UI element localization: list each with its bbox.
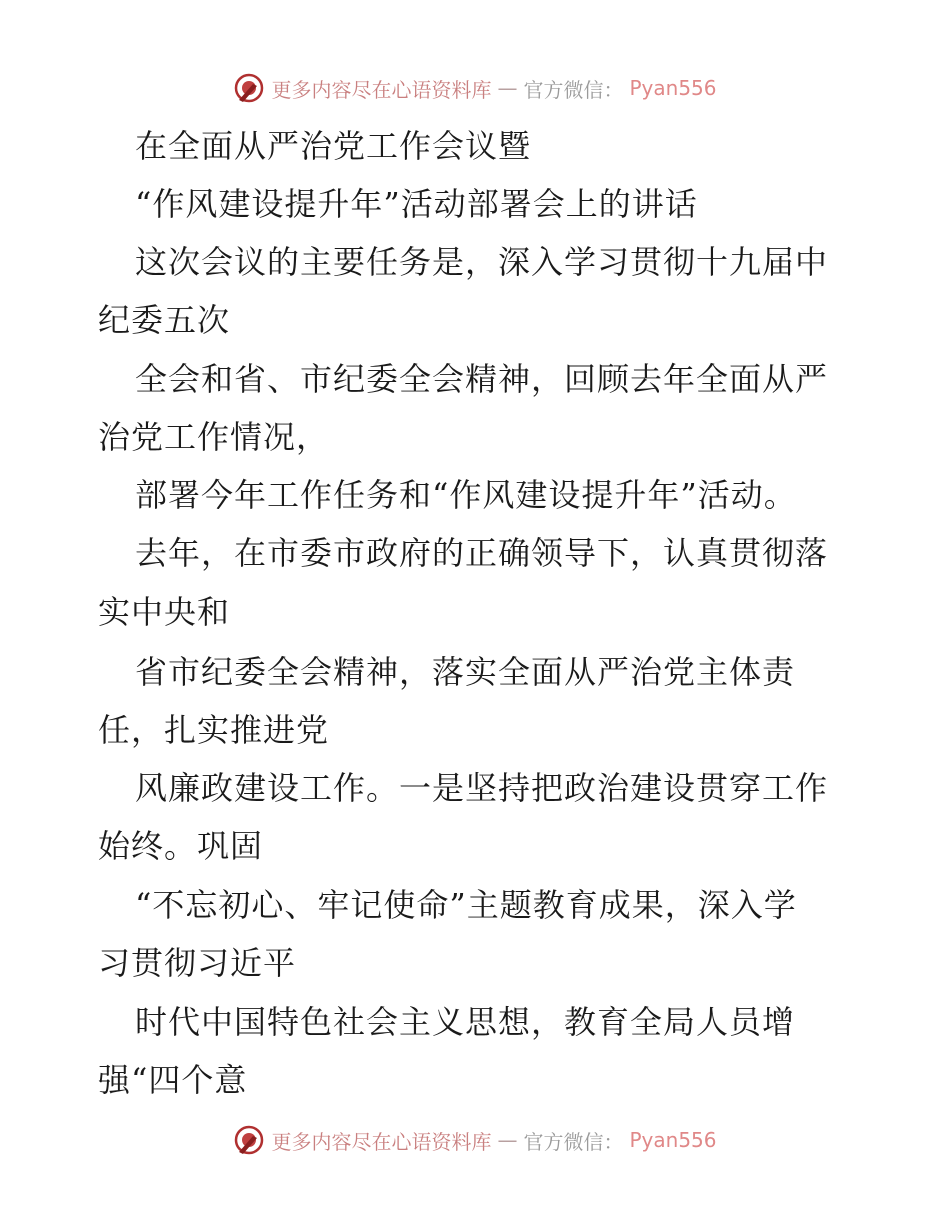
doc-line: 全会和省、市纪委全会精神，回顾去年全面从严	[135, 360, 829, 398]
doc-line: 纪委五次	[98, 301, 231, 339]
doc-title-line-2: “作风建设提升年”活动部署会上的讲话	[135, 185, 698, 223]
watermark-dash: —	[497, 1128, 518, 1152]
doc-line: 省市纪委全会精神，落实全面从严治党主体责	[135, 653, 796, 691]
doc-title-line-1: 在全面从严治党工作会议暨	[135, 127, 532, 165]
doc-line: 这次会议的主要任务是，深入学习贯彻十九届中	[135, 243, 829, 281]
pen-logo-icon	[233, 1124, 265, 1156]
doc-line: 去年，在市委市政府的正确领导下，认真贯彻落	[135, 534, 829, 572]
doc-line: 风廉政建设工作。一是坚持把政治建设贯穿工作	[135, 769, 829, 807]
doc-line: 强“四个意	[98, 1061, 248, 1099]
watermark-main-text: 更多内容尽在心语资料库	[271, 77, 492, 102]
doc-line: 习贯彻习近平	[98, 944, 297, 982]
doc-line: 时代中国特色社会主义思想，教育全局人员增	[135, 1003, 796, 1041]
watermark-main-text: 更多内容尽在心语资料库	[271, 1129, 492, 1154]
pen-logo-icon	[233, 72, 265, 104]
doc-line: “不忘初心、牢记使命”主题教育成果，深入学	[135, 886, 797, 924]
watermark-official-label: 官方微信：	[523, 1129, 624, 1154]
doc-line: 任，扎实推进党	[98, 711, 330, 749]
watermark-wechat-id: Pyan556	[629, 1128, 717, 1152]
doc-line: 治党工作情况，	[98, 418, 330, 456]
doc-line: 部署今年工作任务和“作风建设提升年”活动。	[135, 476, 797, 514]
doc-line: 始终。巩固	[98, 827, 264, 865]
watermark-header	[0, 72, 950, 104]
watermark-official-label: 官方微信：	[523, 77, 624, 102]
watermark-dash: —	[497, 76, 518, 100]
watermark-footer	[0, 1124, 950, 1156]
watermark-wechat-id: Pyan556	[629, 76, 717, 100]
doc-line: 实中央和	[98, 593, 231, 631]
